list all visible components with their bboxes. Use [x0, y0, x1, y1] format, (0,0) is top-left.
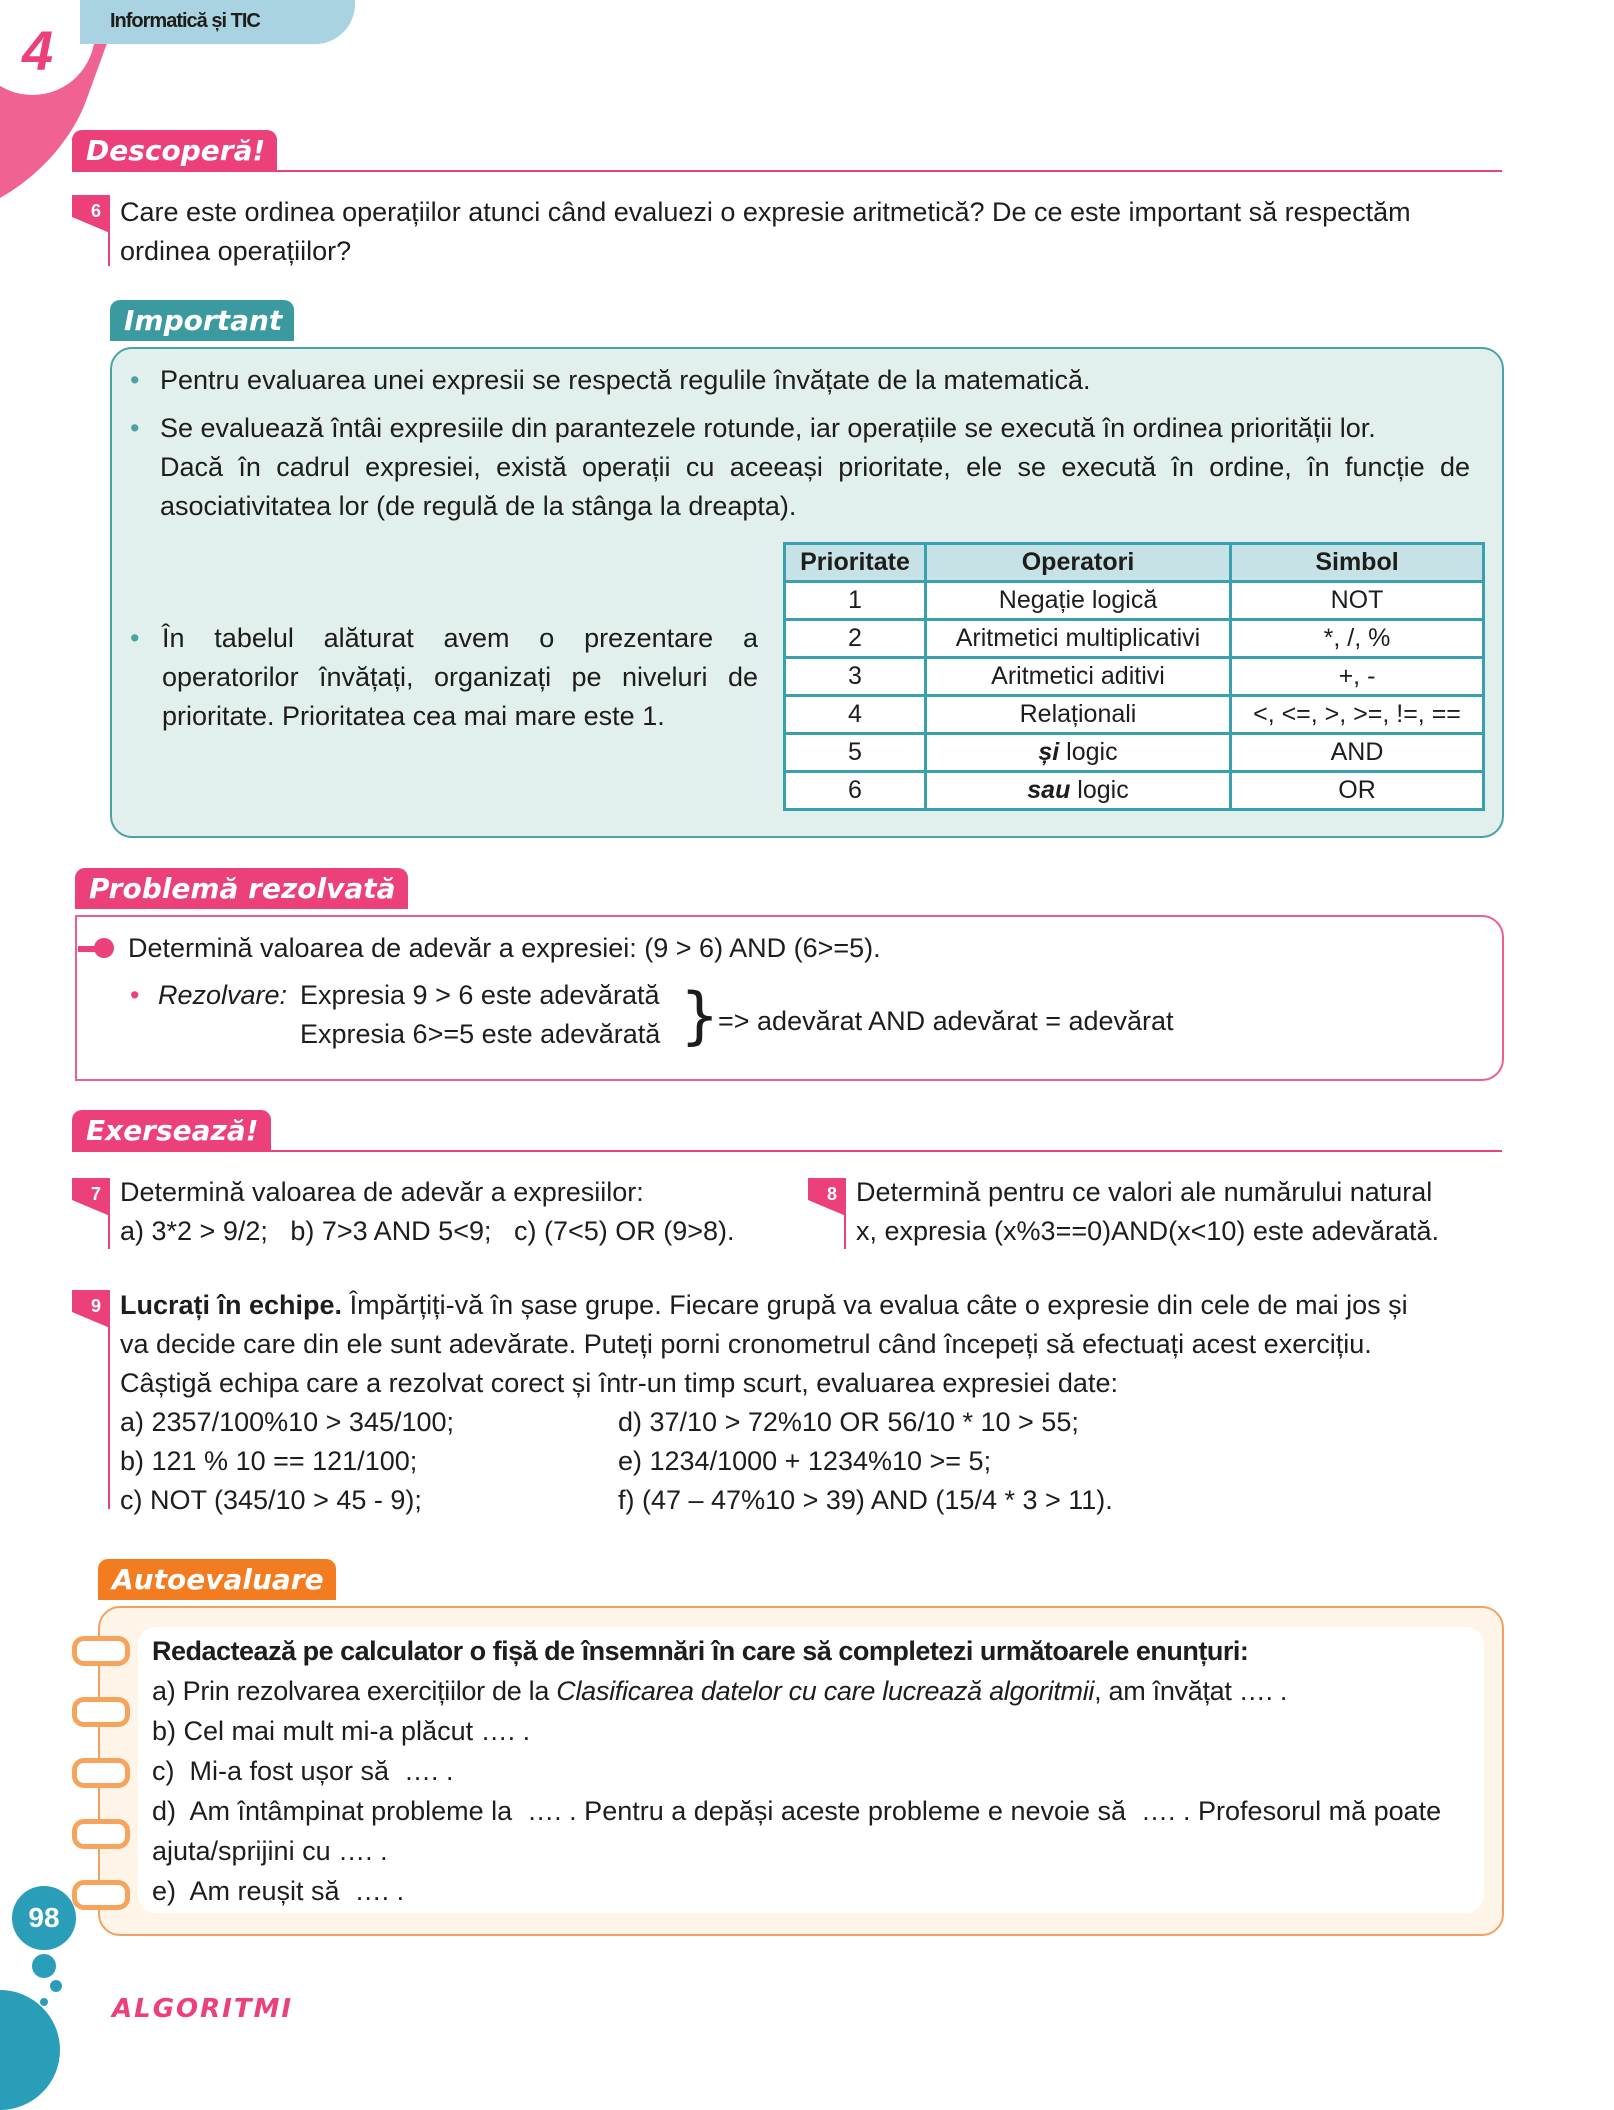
- table-cell: OR: [1231, 772, 1484, 810]
- table-row: [785, 696, 1484, 734]
- section-self-eval-label: Autoevaluare: [98, 1559, 336, 1600]
- important-bullet-3-line-3: prioritate. Prioritatea cea mai mare este 1.: [162, 701, 665, 731]
- table-row: [785, 658, 1484, 696]
- table-cell: NOT: [1231, 582, 1484, 620]
- question-7-number: 7: [90, 1184, 101, 1204]
- question-8-line-1: Determină pentru ce valori ale numărului natural: [856, 1177, 1433, 1207]
- table-cell: <, <=, >, >=, !=, ==: [1231, 696, 1484, 734]
- question-9-item-c: c) NOT (345/10 > 45 - 9);: [120, 1485, 422, 1515]
- question-6-line-1: Care este ordinea operațiilor atunci când evaluezi o expresie aritmetică? De ce este important să respectăm: [120, 197, 1411, 227]
- self-eval-a-post: , am învățat …. .: [1094, 1676, 1288, 1706]
- table-cell: *, /, %: [1231, 620, 1484, 658]
- self-eval-title: Redactează pe calculator o fișă de însemnări în care să completezi următoarele enunțuri:: [152, 1636, 1249, 1666]
- important-bullet-3-line-2: operatorilor învățați, organizați pe niveluri de: [162, 662, 758, 692]
- table-header: Prioritate: [785, 544, 926, 582]
- binder-ring-icon: [72, 1758, 130, 1788]
- question-9-bar: [108, 1323, 110, 1509]
- bullet-icon: •: [130, 365, 140, 395]
- important-bullet-3-line-1: În tabelul alăturat avem o prezentare a: [162, 623, 758, 653]
- table-cell: [926, 734, 1231, 772]
- footer-unit-title: ALGORITMI: [112, 1994, 294, 2024]
- self-eval-item-a: [152, 1672, 1287, 1711]
- question-8-number: 8: [826, 1184, 837, 1204]
- solved-statement: Determină valoarea de adevăr a expresiei: (9 > 6) AND (6>=5).: [128, 933, 881, 963]
- table-header: Simbol: [1231, 544, 1484, 582]
- section-solved-label: Problemă rezolvată: [75, 868, 408, 909]
- important-bullet-1: Pentru evaluarea unei expresii se respectă regulile învățate de la matematică.: [160, 365, 1091, 395]
- operator-rest: logic: [1070, 776, 1129, 804]
- question-9-item-d: d) 37/10 > 72%10 OR 56/10 * 10 > 55;: [618, 1407, 1079, 1437]
- table-cell: Aritmetici multiplicativi: [926, 620, 1231, 658]
- operator-emphasis: sau: [1027, 776, 1071, 804]
- important-bullet-2-line-3: asociativitatea lor (de regulă de la stânga la dreapta).: [160, 491, 797, 521]
- header-subject: Informatică și TIC: [110, 10, 260, 32]
- question-6-line-2: ordinea operațiilor?: [120, 236, 352, 266]
- section-discover-label: Descoperă!: [72, 130, 277, 171]
- self-eval-a-pre: a) Prin rezolvarea exercițiilor de la: [152, 1676, 557, 1706]
- question-9-line-3: Câștigă echipa care a rezolvat corect și într-un timp scurt, evaluarea expresiei date:: [120, 1368, 1118, 1398]
- self-eval-item-d-line-1: d) Am întâmpinat probleme la …. . Pentru a depăși aceste probleme e nevoie să …. . Profesorul mă poate: [152, 1796, 1442, 1826]
- section-practice-label: Exersează!: [72, 1110, 271, 1151]
- priority-table: [783, 542, 1485, 811]
- table-cell: Aritmetici aditivi: [926, 658, 1231, 696]
- question-8-line-2: x, expresia (x%3==0)AND(x<10) este adevărată.: [856, 1216, 1440, 1246]
- chapter-number: 4: [22, 19, 54, 82]
- table-cell: +, -: [1231, 658, 1484, 696]
- solved-line-1: Expresia 9 > 6 este adevărată: [300, 980, 660, 1010]
- question-7-bar: [108, 1211, 110, 1249]
- question-6-bar: [108, 228, 110, 266]
- operator-emphasis: și: [1038, 738, 1060, 766]
- decor-dot: [32, 1954, 56, 1978]
- question-9-item-f: f) (47 – 47%10 > 39) AND (15/4 * 3 > 11).: [618, 1485, 1113, 1515]
- solved-result: => adevărat AND adevărat = adevărat: [718, 1006, 1174, 1036]
- question-9-bold: Lucrați în echipe.: [120, 1290, 343, 1320]
- table-cell: 6: [785, 772, 926, 810]
- question-9-item-e: e) 1234/1000 + 1234%10 >= 5;: [618, 1446, 992, 1476]
- question-9-item-a: a) 2357/100%10 > 345/100;: [120, 1407, 455, 1437]
- operator-rest: logic: [1059, 738, 1118, 766]
- table-cell: 5: [785, 734, 926, 772]
- important-bullet-2-line-1: Se evaluează întâi expresiile din parantezele rotunde, iar operațiile se execută în ordinea priorității lor.: [160, 413, 1376, 443]
- page-number: 98: [12, 1886, 76, 1950]
- table-header: Operatori: [926, 544, 1231, 582]
- binder-ring-icon: [72, 1697, 130, 1727]
- self-eval-item-b: b) Cel mai mult mi-a plăcut …. .: [152, 1716, 531, 1746]
- bullet-icon: •: [130, 980, 140, 1010]
- table-cell: Relaționali: [926, 696, 1231, 734]
- solved-label: [158, 976, 287, 1015]
- self-eval-item-e: e) Am reușit să …. .: [152, 1876, 405, 1906]
- question-9-line-2: va decide care din ele sunt adevărate. Puteți porni cronometrul când începeți să efectuați acest exercițiu.: [120, 1329, 1372, 1359]
- section-practice-line: [72, 1150, 1502, 1152]
- solved-label-text: Rezolvare:: [158, 980, 288, 1010]
- table-header-row: [785, 544, 1484, 582]
- self-eval-item-d-line-2: ajuta/sprijini cu …. .: [152, 1836, 388, 1866]
- table-cell: 1: [785, 582, 926, 620]
- table-cell: 4: [785, 696, 926, 734]
- decor-dot: [0, 1990, 60, 2110]
- bullet-icon: •: [130, 413, 140, 443]
- question-7-line-1: Determină valoarea de adevăr a expresiilor:: [120, 1177, 644, 1207]
- question-9-number: 9: [90, 1296, 101, 1316]
- table-cell: 2: [785, 620, 926, 658]
- decor-dot: [40, 1998, 48, 2006]
- binder-ring-icon: [72, 1636, 130, 1666]
- solved-pin-dot: [94, 938, 114, 958]
- table-cell: AND: [1231, 734, 1484, 772]
- decor-dot: [50, 1980, 62, 1992]
- solved-brace: }: [680, 979, 720, 1052]
- table-row: [785, 772, 1484, 810]
- table-row: [785, 620, 1484, 658]
- table-cell: Negație logică: [926, 582, 1231, 620]
- table-cell: 3: [785, 658, 926, 696]
- question-6-number: 6: [90, 201, 101, 221]
- table-row: [785, 734, 1484, 772]
- section-important-label: Important: [110, 300, 294, 341]
- important-bullet-2-line-2: Dacă în cadrul expresiei, există operații cu aceeași prioritate, ele se execută în ordine, în funcție de: [160, 452, 1470, 482]
- self-eval-item-c: c) Mi-a fost ușor să …. .: [152, 1756, 454, 1786]
- table-row: [785, 582, 1484, 620]
- binder-ring-icon: [72, 1819, 130, 1849]
- self-eval-a-em: Clasificarea datelor cu care lucrează algoritmii: [556, 1676, 1095, 1706]
- question-9-line-1-rest: Împărțiți-vă în șase grupe. Fiecare grupă va evalua câte o expresie din cele de mai jos și: [342, 1290, 1408, 1320]
- section-discover-line: [72, 170, 1502, 172]
- question-9-line-1: [120, 1286, 1408, 1325]
- question-9-item-b: b) 121 % 10 == 121/100;: [120, 1446, 418, 1476]
- bullet-icon: •: [130, 623, 140, 653]
- question-8-bar: [844, 1211, 846, 1249]
- binder-ring-icon: [72, 1880, 130, 1910]
- table-cell: [926, 772, 1231, 810]
- solved-line-2: Expresia 6>=5 este adevărată: [300, 1019, 661, 1049]
- question-7-line-2: a) 3*2 > 9/2; b) 7>3 AND 5<9; c) (7<5) OR (9>8).: [120, 1216, 735, 1246]
